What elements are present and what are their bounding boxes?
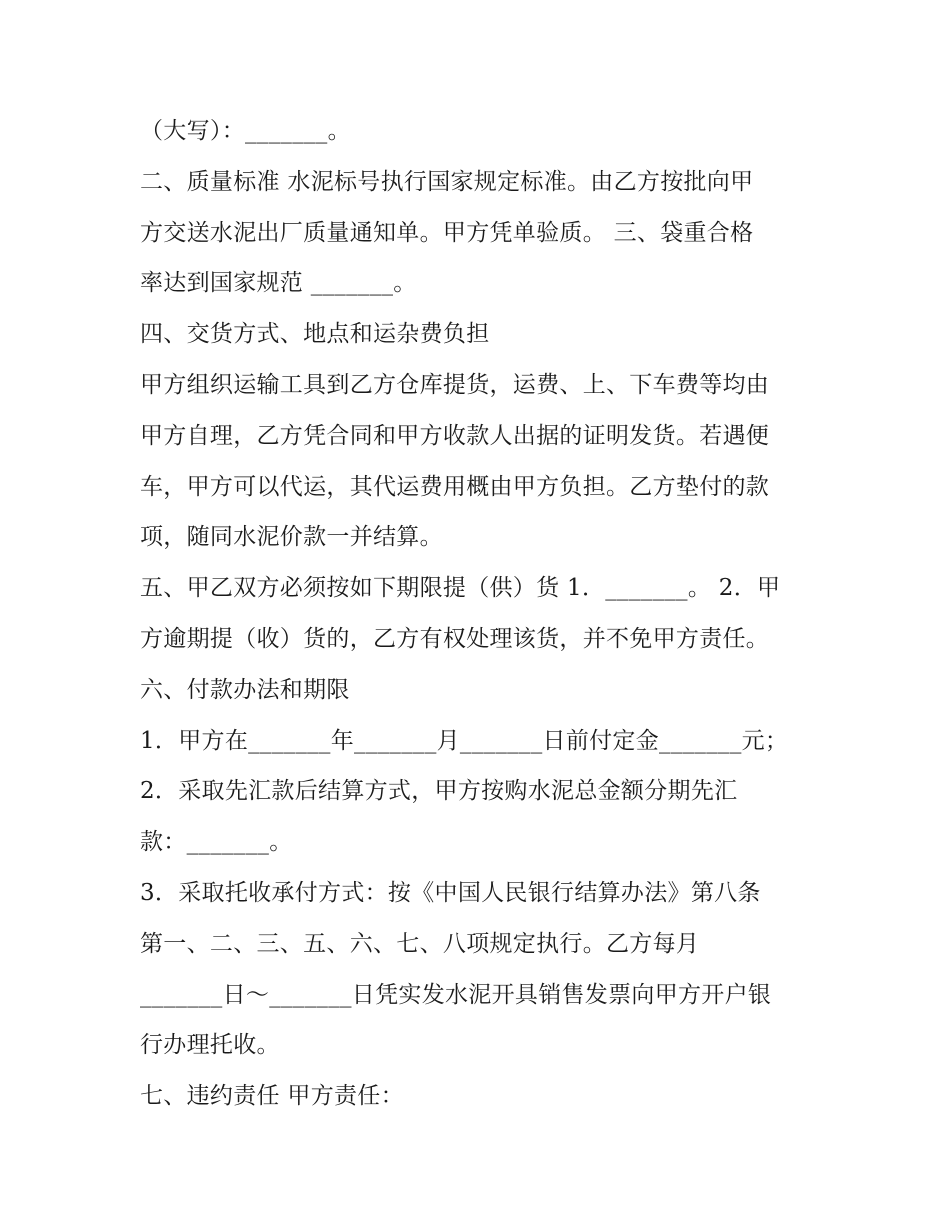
text-line: 行办理托收。 bbox=[140, 1032, 280, 1059]
text-line: 率达到国家规范 _______。 bbox=[140, 270, 417, 297]
text-line: 二、质量标准 水泥标号执行国家规定标准。由乙方按批向甲 bbox=[140, 168, 754, 195]
section-heading: 七、违约责任 甲方责任： bbox=[140, 1083, 404, 1110]
text-line: 方交送水泥出厂质量通知单。甲方凭单验质。 三、袋重合格 bbox=[140, 219, 754, 246]
text-line: 2．采取先汇款后结算方式，甲方按购水泥总金额分期先汇 bbox=[140, 778, 738, 805]
text-line: （大写）：_______。 bbox=[140, 118, 351, 144]
text-line: 五、甲乙双方必须按如下期限提（供）货 1．_______。 2．甲 bbox=[140, 575, 781, 602]
text-line: 款：_______。 bbox=[140, 829, 293, 856]
text-line: 项，随同水泥价款一并结算。 bbox=[140, 524, 443, 551]
text-line: 第一、二、三、五、六、七、八项规定执行。乙方每月 bbox=[140, 930, 700, 957]
text-line: _______日～_______日凭实发水泥开具销售发票向甲方开户银 bbox=[140, 981, 772, 1008]
text-line: 1．甲方在_______年_______月_______日前付定金_______元； bbox=[140, 727, 789, 754]
section-heading: 四、交货方式、地点和运杂费负担 bbox=[140, 321, 490, 348]
text-line: 3．采取托收承付方式：按《中国人民银行结算办法》第八条 bbox=[140, 879, 761, 906]
text-line: 甲方自理，乙方凭合同和甲方收款人出据的证明发货。若遇便 bbox=[140, 422, 770, 449]
text-line: 方逾期提（收）货的，乙方有权处理该货，并不免甲方责任。 bbox=[140, 625, 770, 652]
section-heading: 六、付款办法和期限 bbox=[140, 676, 350, 703]
text-line: 车，甲方可以代运，其代运费用概由甲方负担。乙方垫付的款 bbox=[140, 473, 770, 500]
contract-body bbox=[140, 106, 820, 1122]
text-line: 甲方组织运输工具到乙方仓库提货，运费、上、下车费等均由 bbox=[140, 371, 770, 398]
